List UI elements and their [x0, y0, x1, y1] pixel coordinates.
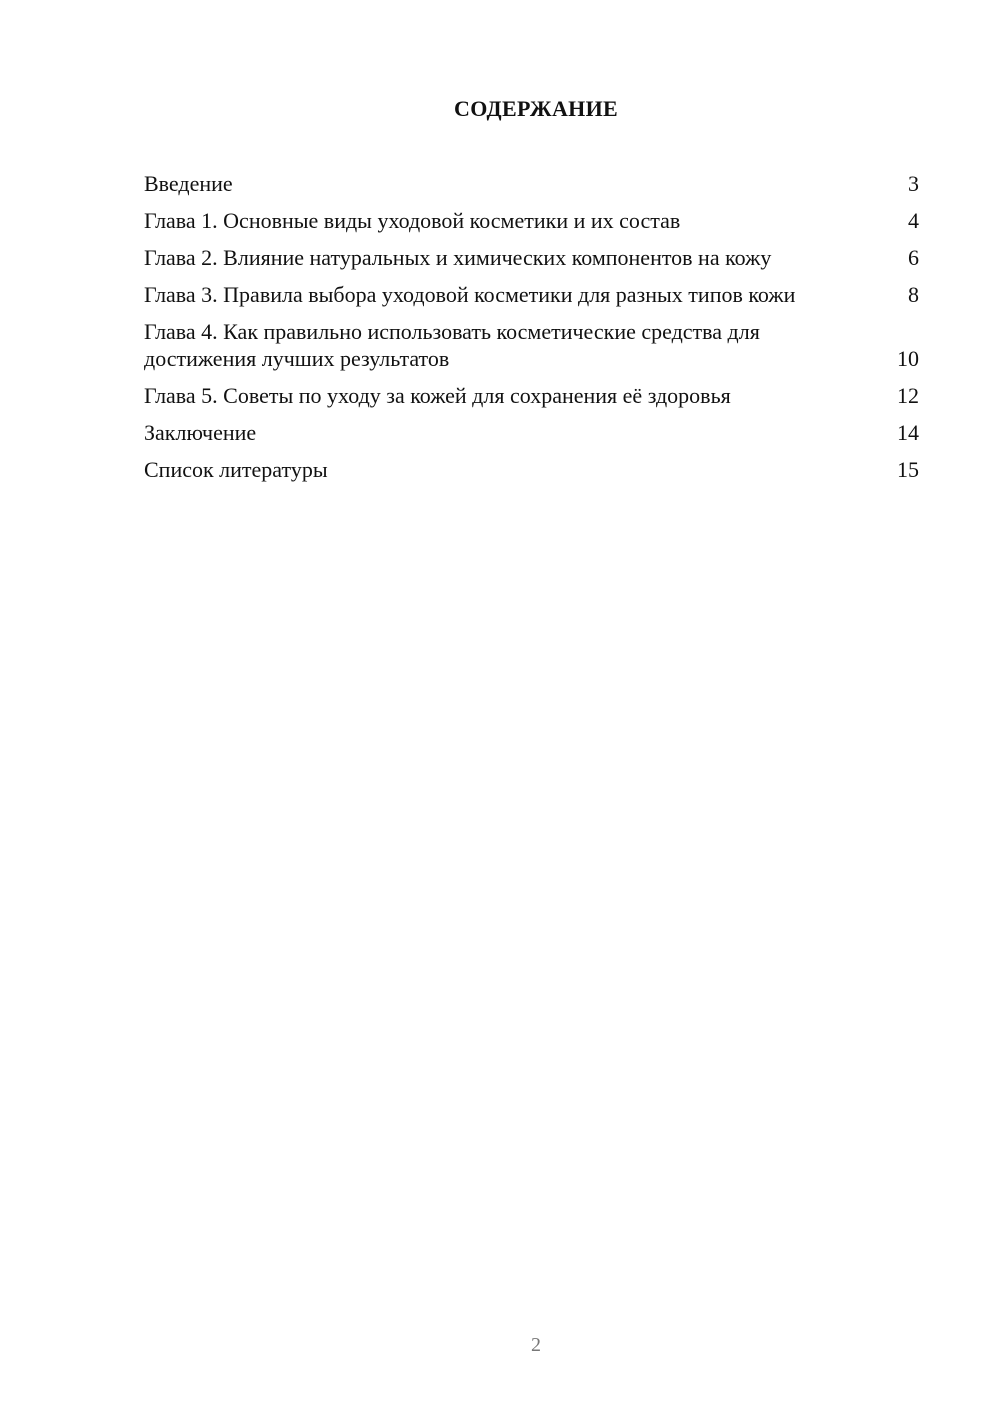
toc-entry-page: 8	[908, 282, 919, 307]
toc-entry-page: 14	[897, 420, 919, 445]
toc-entry-label: Список литературы	[144, 457, 328, 482]
toc-entry	[144, 281, 919, 308]
toc-entry	[144, 207, 919, 234]
toc-entry-page: 3	[908, 171, 919, 196]
toc-entry	[144, 419, 919, 446]
toc-entry-page: 6	[908, 245, 919, 270]
table-of-contents	[144, 170, 919, 493]
toc-entry-label: Заключение	[144, 420, 257, 445]
toc-entry-label: Введение	[144, 171, 233, 196]
toc-entry	[144, 170, 919, 197]
toc-entry-page: 10	[897, 346, 919, 371]
toc-entry-page: 12	[897, 383, 919, 408]
toc-title: СОДЕРЖАНИЕ	[454, 96, 618, 121]
page-number: 2	[531, 1334, 541, 1356]
toc-entry-label: Глава 4. Как правильно использовать косметические средства для достижения лучших результатов	[144, 319, 760, 371]
toc-entry	[144, 456, 919, 483]
toc-entry-label: Глава 2. Влияние натуральных и химических компонентов на кожу	[144, 245, 772, 270]
toc-entry	[144, 244, 919, 271]
toc-entry	[144, 318, 919, 372]
toc-entry-page: 15	[897, 457, 919, 482]
toc-entry-page: 4	[908, 208, 919, 233]
toc-entry	[144, 382, 919, 409]
toc-entry-label: Глава 5. Советы по уходу за кожей для сохранения её здоровья	[144, 383, 731, 408]
toc-entry-label: Глава 3. Правила выбора уходовой косметики для разных типов кожи	[144, 282, 796, 307]
toc-entry-label: Глава 1. Основные виды уходовой косметики и их состав	[144, 208, 681, 233]
